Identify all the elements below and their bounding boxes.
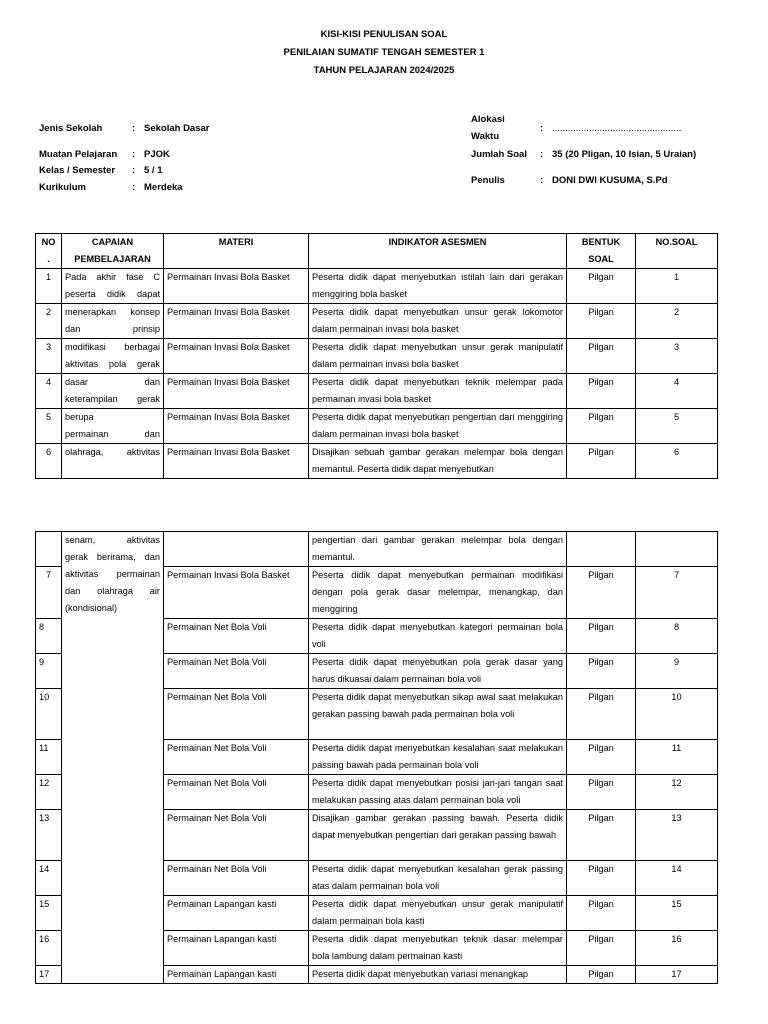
row-no: 9 [36,654,62,689]
row-indikator: Peserta didik dapat menyebutkan unsur gerak lokomotor dalam permainan invasi bola basket [309,304,567,339]
capaian-cell: menerapkan konsep dan prinsip [62,304,164,339]
row-nosoal: 7 [636,567,718,619]
row-no: 16 [36,931,62,966]
col-header-nosoal: NO.SOAL [636,234,718,269]
row-materi: Permainan Lapangan kasti [164,896,309,931]
row-indikator: Peserta didik dapat menyebutkan variasi menangkap [309,966,567,984]
row-bentuk: Pilgan [567,269,636,304]
row-bentuk: Pilgan [567,619,636,654]
table-row [36,532,718,567]
capaian-cell: berupa permainan dan [62,409,164,444]
row-indikator: Peserta didik dapat menyebutkan teknik melempar pada permainan invasi bola basket [309,374,567,409]
row-bentuk: Pilgan [567,374,636,409]
info-value-alokasi: ................................................. [552,123,682,134]
col-header-materi: MATERI [164,234,309,269]
row-materi: Permainan Net Bola Voli [164,810,309,861]
row-materi: Permainan Net Bola Voli [164,619,309,654]
row-nosoal: 12 [636,775,718,810]
row-nosoal: 17 [636,966,718,984]
col-header-no: NO . [36,234,62,269]
row-nosoal: 10 [636,689,718,740]
row-nosoal: 13 [636,810,718,861]
row-bentuk: Pilgan [567,966,636,984]
row-materi: Permainan Net Bola Voli [164,689,309,740]
row-nosoal: 3 [636,339,718,374]
row-bentuk: Pilgan [567,775,636,810]
row-bentuk: Pilgan [567,810,636,861]
row-no: 14 [36,861,62,896]
row-bentuk: Pilgan [567,740,636,775]
row-materi: Permainan Invasi Bola Basket [164,304,309,339]
info-colon: : [132,149,136,160]
table-header-row [36,234,718,269]
info-value-jenis-sekolah: Sekolah Dasar [144,123,210,134]
row-bentuk: Pilgan [567,931,636,966]
row-nosoal: 15 [636,896,718,931]
row-indikator: Peserta didik dapat menyebutkan pola gerak dasar yang harus dikuasai dalam permainan bola voli [309,654,567,689]
row-bentuk: Pilgan [567,896,636,931]
row-nosoal: 5 [636,409,718,444]
info-colon: : [540,123,544,134]
row-nosoal: 14 [636,861,718,896]
row-materi: Permainan Net Bola Voli [164,861,309,896]
row-indikator: Peserta didik dapat menyebutkan istilah lain dari gerakan menggiring bola basket [309,269,567,304]
row-materi: Permainan Lapangan kasti [164,966,309,984]
kisi-table-part2 [35,531,718,984]
row-indikator: Peserta didik dapat menyebutkan permainan modifikasi dengan pola gerak dasar melempar, menangkap, dan menggiring [309,567,567,619]
info-right [471,114,741,194]
col-header-indikator: INDIKATOR ASESMEN [309,234,567,269]
row-indikator: Peserta didik dapat menyebutkan unsur gerak manipulatif dalam permainan invasi bola basket [309,339,567,374]
row-indikator: Peserta didik dapat menyebutkan unsur gerak manipulatif dalam permainan bola kasti [309,896,567,931]
doc-title: KISI-KISI PENULISAN SOAL [320,29,448,40]
table-row [36,374,718,409]
row-no: 17 [36,966,62,984]
col-header-capaian: CAPAIAN PEMBELAJARAN [62,234,164,269]
capaian-cell: Pada akhir fase C peserta didik dapat [62,269,164,304]
info-colon: : [540,175,544,186]
row-materi: Permainan Net Bola Voli [164,740,309,775]
row-indikator: Peserta didik dapat menyebutkan posisi jari-jari tangan saat melakukan passing atas dalam permainan bola voli [309,775,567,810]
table-row [36,269,718,304]
info-label-alokasi: Alokasi [471,114,505,125]
row-bentuk: Pilgan [567,304,636,339]
table-row [36,304,718,339]
row-nosoal: 6 [636,444,718,479]
row-no: 8 [36,619,62,654]
row-bentuk: Pilgan [567,861,636,896]
table-row [36,409,718,444]
row-bentuk: Pilgan [567,689,636,740]
row-no: 1 [36,269,62,304]
col-header-bentuk: BENTUK SOAL [567,234,636,269]
row-no [36,532,62,567]
row-no: 4 [36,374,62,409]
row-materi: Permainan Invasi Bola Basket [164,269,309,304]
row-bentuk: Pilgan [567,339,636,374]
row-no: 2 [36,304,62,339]
info-value-kurikulum: Merdeka [144,182,183,193]
capaian-cell: olahraga, aktivitas [62,444,164,479]
row-no: 11 [36,740,62,775]
info-label-muatan: Muatan Pelajaran [39,149,118,160]
row-no: 12 [36,775,62,810]
row-materi: Permainan Invasi Bola Basket [164,567,309,619]
row-materi: Permainan Net Bola Voli [164,654,309,689]
info-value-muatan: PJOK [144,149,170,160]
row-indikator: Peserta didik dapat menyebutkan teknik dasar melempar bola lambung dalam permainan kasti [309,931,567,966]
row-indikator: Peserta didik dapat menyebutkan kesalahan gerak passing atas dalam permainan bola voli [309,861,567,896]
info-value-penulis: DONI DWI KUSUMA, S.Pd [552,175,668,186]
row-no: 13 [36,810,62,861]
row-nosoal: 4 [636,374,718,409]
row-nosoal: 2 [636,304,718,339]
row-nosoal: 11 [636,740,718,775]
row-materi [164,532,309,567]
row-indikator: Peserta didik dapat menyebutkan pengertian dari menggiring dalam permainan invasi bola basket [309,409,567,444]
kisi-table-part1 [35,233,718,479]
row-nosoal: 1 [636,269,718,304]
table-row [36,339,718,374]
info-value-jumlah-soal: 35 (20 Pligan, 10 Isian, 5 Uraian) [552,149,697,160]
row-no: 15 [36,896,62,931]
row-no: 10 [36,689,62,740]
row-materi: Permainan Net Bola Voli [164,775,309,810]
info-colon: : [132,165,136,176]
row-bentuk [567,532,636,567]
row-indikator: pengertian dari gambar gerakan melempar bola dengan memantul. [309,532,567,567]
info-colon: : [540,149,544,160]
capaian-cell: modifikasi berbagai aktivitas pola gerak [62,339,164,374]
row-bentuk: Pilgan [567,409,636,444]
info-colon: : [132,182,136,193]
row-indikator: Peserta didik dapat menyebutkan sikap awal saat melakukan gerakan passing bawah pada permainan bola voli [309,689,567,740]
row-indikator: Peserta didik dapat menyebutkan kategori permainan bola voli [309,619,567,654]
row-no: 5 [36,409,62,444]
row-bentuk: Pilgan [567,567,636,619]
row-nosoal: 16 [636,931,718,966]
row-materi: Permainan Invasi Bola Basket [164,409,309,444]
info-label-kelas: Kelas / Semester [39,165,116,176]
row-materi: Permainan Lapangan kasti [164,931,309,966]
row-indikator: Peserta didik dapat menyebutkan kesalahan saat melakukan passing bawah pada permainan bola voli [309,740,567,775]
table-row [36,444,718,479]
info-label-jumlah-soal: Jumlah Soal [471,149,527,160]
row-materi: Permainan Invasi Bola Basket [164,444,309,479]
info-colon: : [132,123,136,134]
info-label-jenis-sekolah: Jenis Sekolah [39,123,103,134]
capaian-cell: senam, aktivitas gerak berirama, dan aktivitas permainan dan olahraga air (kondisional) [62,532,164,984]
row-bentuk: Pilgan [567,654,636,689]
row-nosoal: 8 [636,619,718,654]
doc-year: TAHUN PELAJARAN 2024/2025 [313,65,455,76]
info-label-kurikulum: Kurikulum [39,182,86,193]
row-no: 7 [36,567,62,619]
row-nosoal [636,532,718,567]
capaian-cell: dasar dan keterampilan gerak [62,374,164,409]
row-bentuk: Pilgan [567,444,636,479]
row-nosoal: 9 [636,654,718,689]
doc-subtitle: PENILAIAN SUMATIF TENGAH SEMESTER 1 [283,47,485,58]
row-indikator: Disajikan gambar gerakan passing bawah. Peserta didik dapat menyebutkan pengertian dari gerakan passing bawah [309,810,567,861]
info-label-waktu: Waktu [471,131,500,142]
row-materi: Permainan Invasi Bola Basket [164,339,309,374]
row-materi: Permainan Invasi Bola Basket [164,374,309,409]
info-value-kelas: 5 / 1 [144,165,163,176]
row-no: 3 [36,339,62,374]
row-indikator: Disajikan sebuah gambar gerakan melempar bola dengan memantul. Peserta didik dapat menyebutkan [309,444,567,479]
info-label-penulis: Penulis [471,175,505,186]
info-left [39,123,299,203]
row-no: 6 [36,444,62,479]
